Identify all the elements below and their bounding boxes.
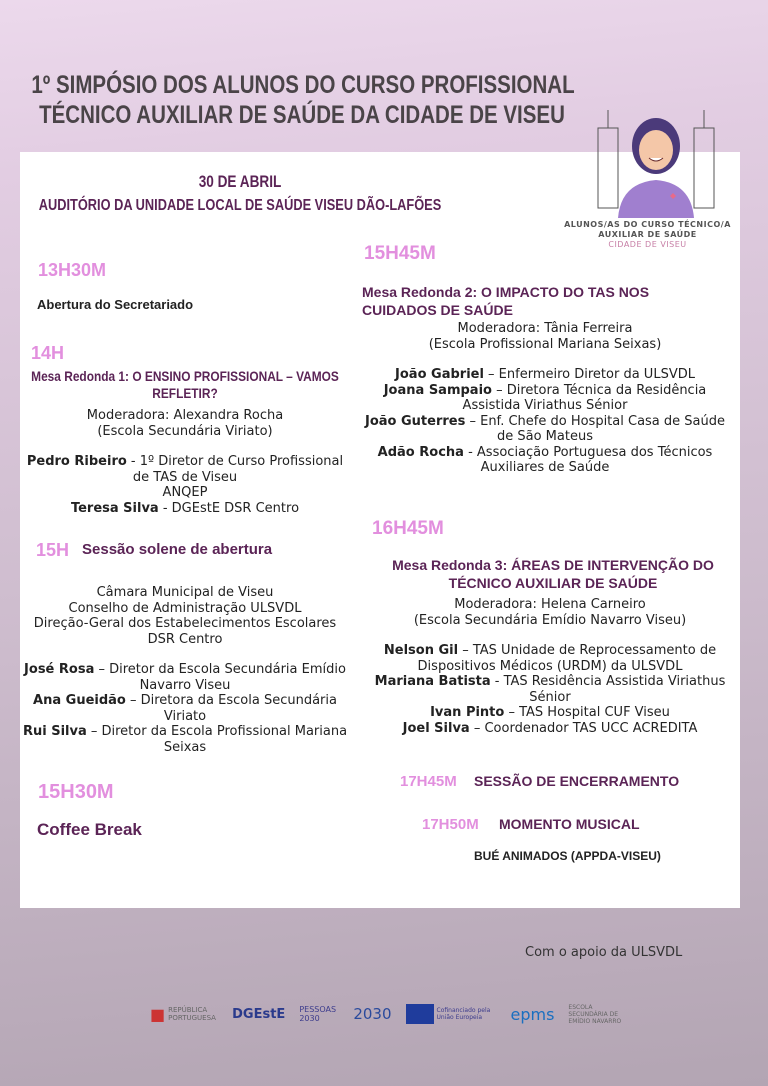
speaker-name: Rui Silva bbox=[22, 724, 87, 739]
time-17h45: 17H45M bbox=[400, 773, 457, 790]
speaker bbox=[22, 454, 348, 485]
speaker bbox=[22, 501, 348, 517]
speaker-role: - Associação Portuguesa dos Técnicos Auxiliares de Saúde bbox=[463, 444, 713, 475]
round-table-2-title: Mesa Redonda 2: O IMPACTO DO TAS NOS CUIDADOS DE SAÚDE bbox=[362, 284, 650, 318]
logo-caption bbox=[555, 220, 740, 250]
round-table-3-body bbox=[372, 597, 728, 736]
logo-text: DGEstE bbox=[232, 1006, 286, 1022]
speaker bbox=[22, 724, 348, 755]
moderator: Moderadora: Tânia Ferreira bbox=[457, 321, 633, 336]
support-text: Com o apoio da ULSVDL bbox=[525, 945, 683, 960]
closing-session: SESSÃO DE ENCERRAMENTO bbox=[474, 773, 680, 789]
speaker bbox=[22, 693, 348, 724]
participant: Direção-Geral dos Estabelecimentos Escolares DSR Centro bbox=[33, 616, 337, 647]
speaker-name: Joel Silva bbox=[402, 720, 470, 736]
round-table-3-title: Mesa Redonda 3: ÁREAS DE INTERVENÇÃO DO TÉCNICO AUXILIAR DE SAÚDE bbox=[392, 557, 714, 591]
speaker-role: – TAS Hospital CUF Viseu bbox=[504, 705, 670, 720]
speaker-name: João Guterres bbox=[365, 413, 466, 429]
speaker-role: – Diretora da Escola Secundária Viriato bbox=[125, 693, 337, 724]
speaker-name: Teresa Silva bbox=[70, 500, 159, 516]
speaker-role: – TAS Unidade de Reprocessamento de Dispositivos Médicos (URDM) da ULSVDL bbox=[417, 643, 717, 674]
speaker-name: Mariana Batista bbox=[374, 674, 491, 689]
speaker bbox=[22, 662, 348, 693]
speaker bbox=[365, 445, 725, 476]
pessoas-2030-logo bbox=[299, 1005, 339, 1023]
event-header bbox=[32, 170, 448, 218]
moderator-org: (Escola Secundária Emídio Navarro Viseu) bbox=[413, 612, 687, 628]
secretariat-opening: Abertura do Secretariado bbox=[37, 297, 194, 312]
time-17h50: 17H50M bbox=[422, 816, 479, 833]
logo-line-2: AUXILIAR DE SAÚDE bbox=[598, 230, 697, 239]
speaker bbox=[372, 674, 728, 705]
speaker-extra: ANQEP bbox=[162, 485, 208, 500]
speaker-name: Adão Rocha bbox=[377, 444, 464, 460]
speaker bbox=[365, 414, 725, 445]
speaker-role: - DGEstE DSR Centro bbox=[158, 500, 300, 516]
speaker bbox=[365, 383, 725, 414]
round-table-2-body bbox=[365, 321, 725, 476]
dgeste-logo bbox=[232, 1007, 285, 1022]
epms-logo bbox=[511, 1005, 555, 1024]
round-table-1-title: Mesa Redonda 1: O ENSINO PROFISSIONAL – VAMOS REFLETIR? bbox=[31, 368, 339, 401]
time-15h: 15H bbox=[36, 540, 70, 560]
logo-line-1: ALUNOS/AS DO CURSO TÉCNICO/A bbox=[564, 220, 731, 229]
speaker-role: - TAS Residência Assistida Viriathus Sénior bbox=[490, 674, 726, 705]
event-date: 30 DE ABRIL bbox=[198, 172, 282, 191]
republica-portuguesa-logo: ■ REPÚBLICA PORTUGUESA bbox=[150, 1005, 218, 1024]
eu-cofinanced-logo bbox=[406, 1004, 497, 1024]
speaker-name: Nelson Gil bbox=[383, 643, 459, 658]
portugal-2030-logo bbox=[353, 1005, 391, 1023]
speaker bbox=[365, 367, 725, 383]
speaker-name: Ana Gueidão bbox=[33, 693, 126, 708]
time-15h30: 15H30M bbox=[38, 781, 114, 803]
logo-text: epms bbox=[510, 1004, 555, 1024]
speaker-role: – Diretora Técnica da Residência Assistida Viriathus Sénior bbox=[462, 382, 707, 413]
time-15h45: 15H45M bbox=[364, 243, 436, 264]
logo-text: PESSOAS 2030 bbox=[299, 1005, 337, 1023]
speaker-name: Pedro Ribeiro bbox=[26, 454, 127, 469]
speaker bbox=[372, 721, 728, 737]
musical-performer: BUÉ ANIMADOS (APPDA-VISEU) bbox=[474, 849, 661, 863]
speaker-role: – Enfermeiro Diretor da ULSVDL bbox=[483, 367, 695, 382]
logo-text: ESCOLA SECUNDÁRIA DE EMÍDIO NAVARRO bbox=[568, 1003, 622, 1025]
musical-moment: MOMENTO MUSICAL bbox=[499, 816, 640, 832]
time-16h45: 16H45M bbox=[372, 518, 444, 539]
title-line-2: TÉCNICO AUXILIAR DE SAÚDE DA CIDADE DE VISEU bbox=[39, 101, 565, 129]
coffee-break: Coffee Break bbox=[37, 820, 142, 839]
opening-session-title: Sessão solene de abertura bbox=[82, 541, 273, 558]
logo-line-3: CIDADE DE VISEU bbox=[608, 240, 687, 249]
speaker bbox=[372, 705, 728, 721]
logo-text: 2030 bbox=[353, 1005, 392, 1023]
speaker-name: José Rosa bbox=[24, 662, 95, 677]
speaker-name: João Gabriel bbox=[395, 367, 484, 382]
logo-text: REPÚBLICA PORTUGUESA bbox=[168, 1006, 216, 1022]
moderator: Moderadora: Alexandra Rocha bbox=[86, 408, 284, 423]
moderator: Moderadora: Helena Carneiro bbox=[454, 597, 646, 612]
participant: Câmara Municipal de Viseu bbox=[96, 585, 274, 600]
event-venue: AUDITÓRIO DA UNIDADE LOCAL DE SAÚDE VISEU DÃO-LAFÕES bbox=[38, 197, 442, 214]
participant: Conselho de Administração ULSVDL bbox=[68, 600, 302, 616]
speaker-role: – Diretor da Escola Secundária Emídio Navarro Viseu bbox=[94, 662, 346, 693]
opening-session-body bbox=[22, 585, 348, 755]
title-line-1: 1º SIMPÓSIO DOS ALUNOS DO CURSO PROFISSIONAL bbox=[31, 71, 575, 99]
time-14h: 14H bbox=[31, 343, 65, 363]
moderator-org: (Escola Secundária Viriato) bbox=[97, 423, 273, 439]
speaker-role: – Diretor da Escola Profissional Mariana Seixas bbox=[86, 724, 348, 755]
logo-text: Cofinanciado pela União Europeia bbox=[436, 1007, 491, 1021]
speaker-role: – Coordenador TAS UCC ACREDITA bbox=[469, 720, 698, 736]
nurse-illustration-logo bbox=[596, 108, 716, 218]
poster-title bbox=[31, 70, 575, 130]
moderator-org: (Escola Profissional Mariana Seixas) bbox=[428, 336, 662, 352]
emidio-navarro-logo bbox=[568, 1004, 628, 1025]
speaker-name: Joana Sampaio bbox=[383, 382, 492, 398]
speaker-role: - 1º Diretor de Curso Profissional de TAS de Viseu bbox=[126, 454, 344, 485]
speaker-name: Ivan Pinto bbox=[430, 705, 505, 720]
speaker bbox=[372, 643, 728, 674]
time-13h30: 13H30M bbox=[38, 260, 107, 280]
round-table-1-body bbox=[22, 408, 348, 516]
speaker-role: – Enf. Chefe do Hospital Casa de Saúde de São Mateus bbox=[465, 413, 725, 444]
sponsor-logos bbox=[150, 994, 760, 1034]
